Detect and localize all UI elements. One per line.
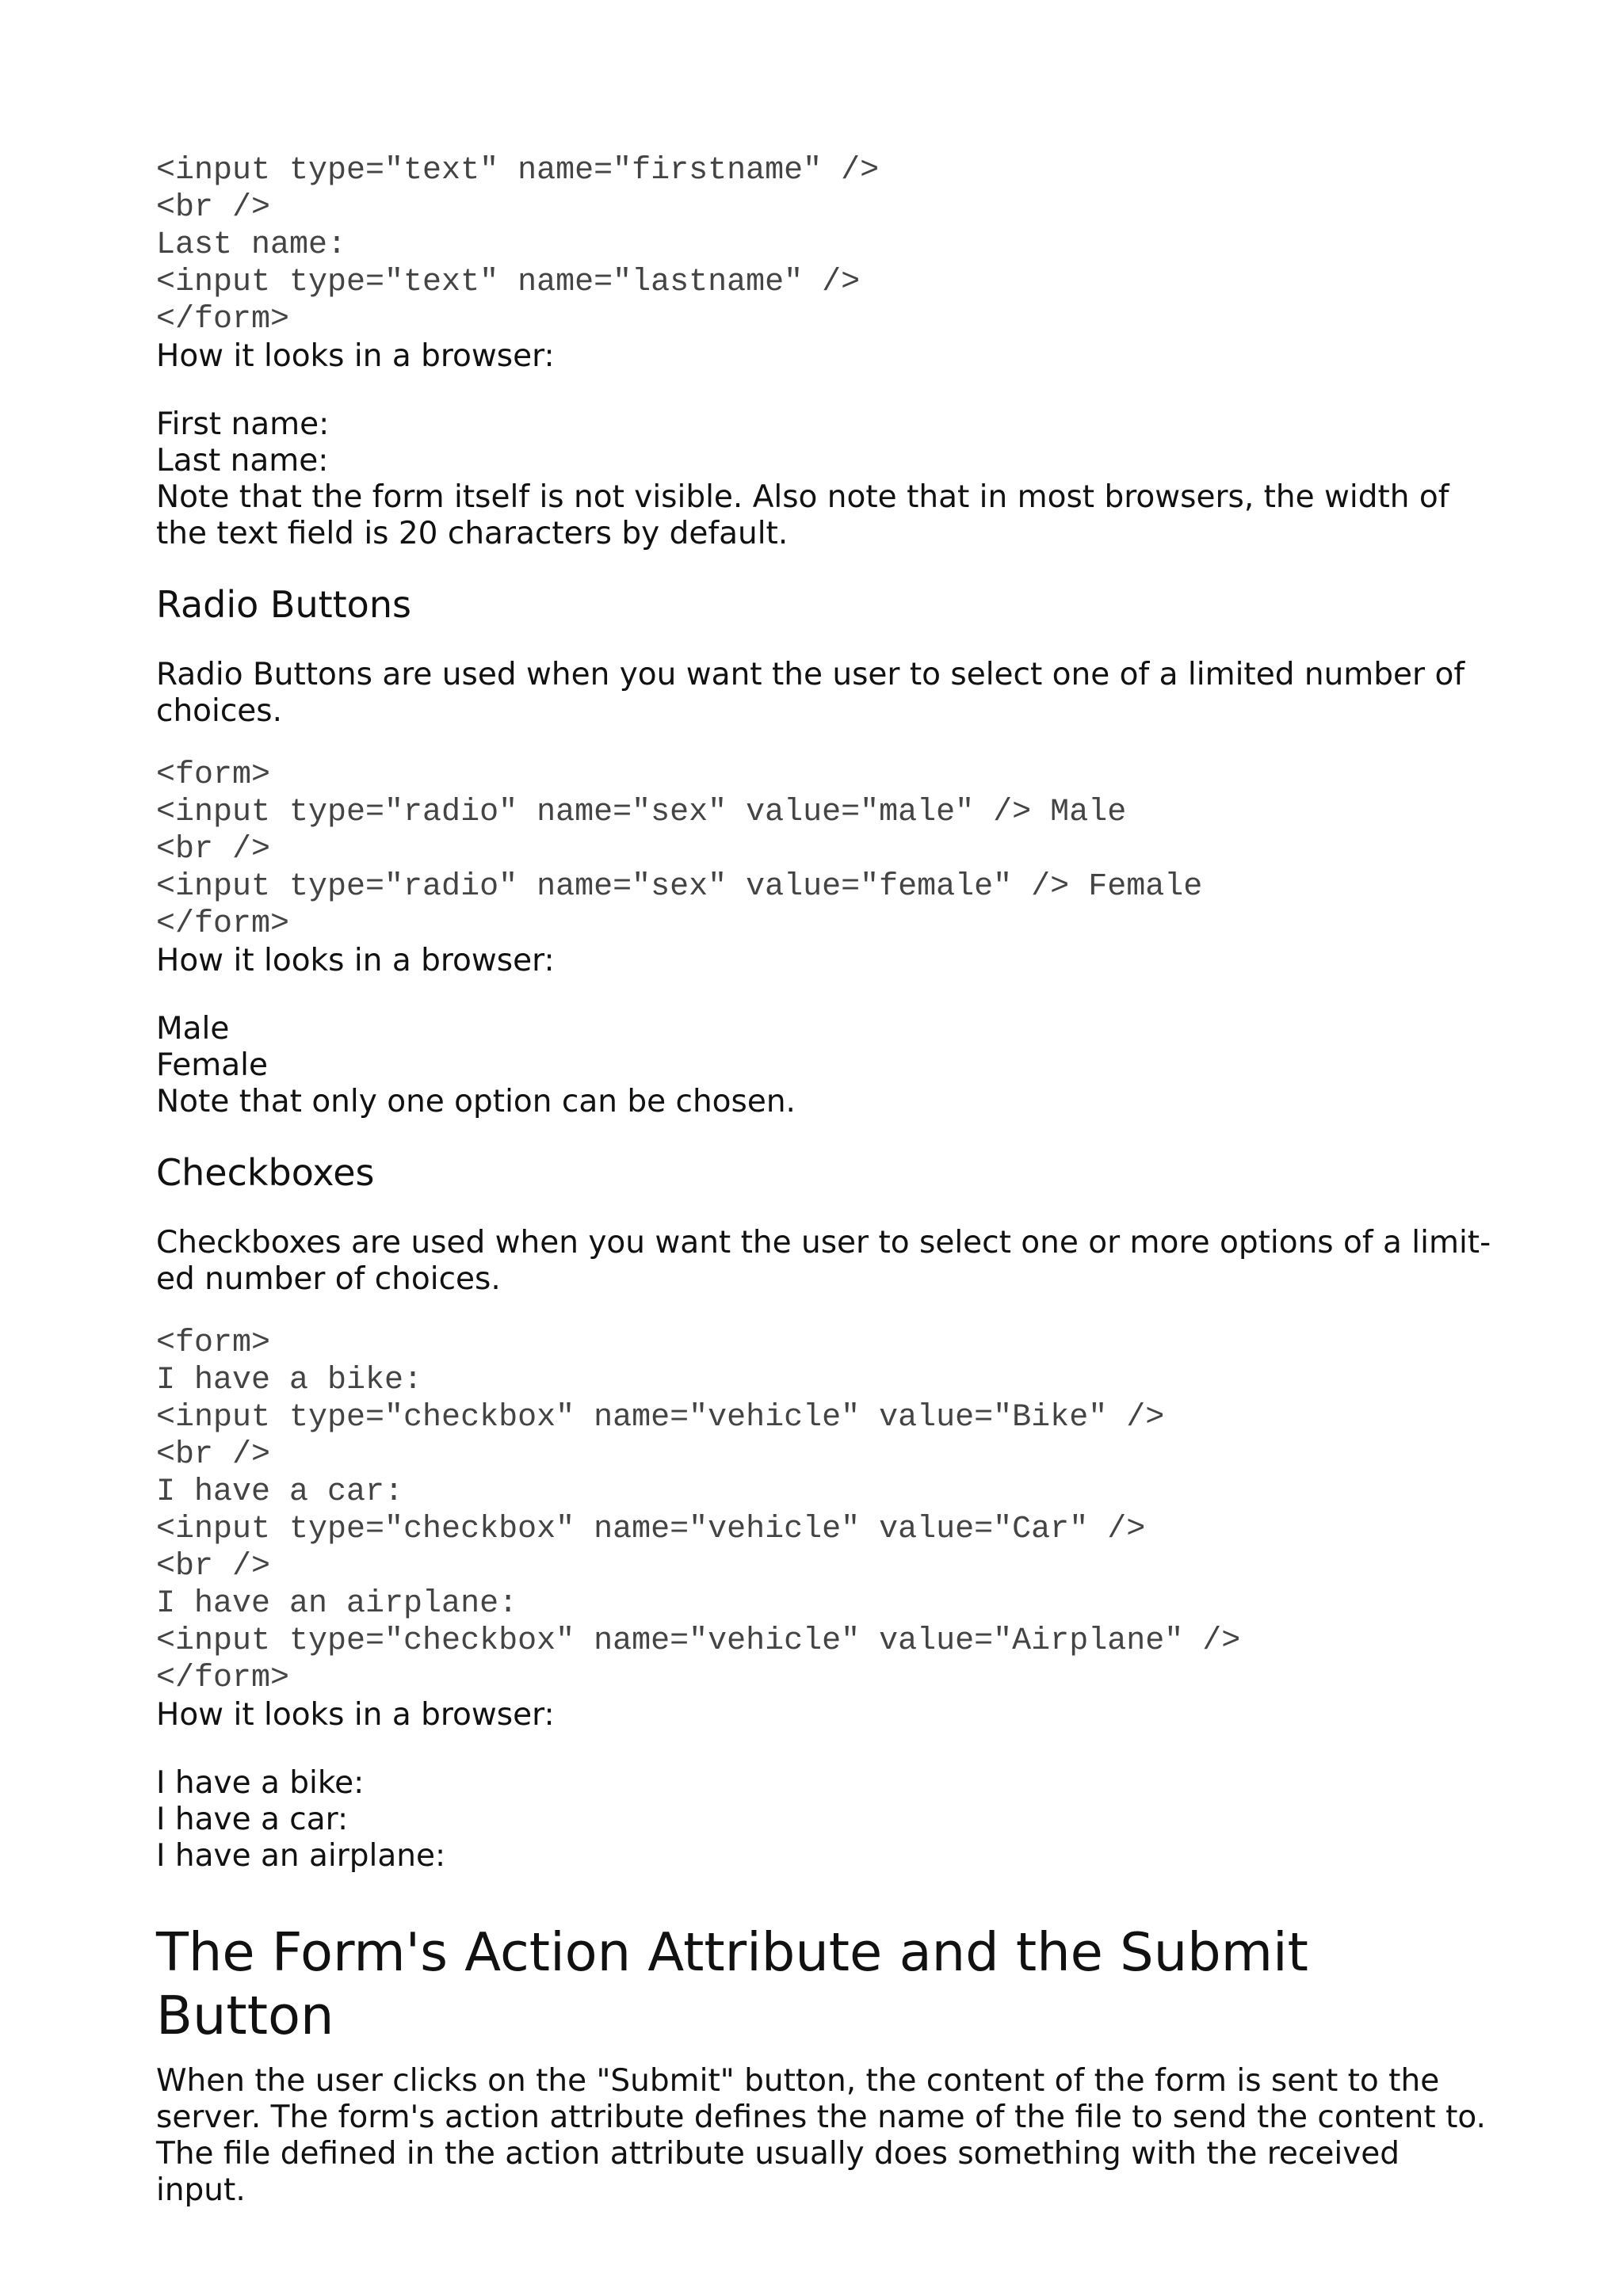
code-line: <input type="text" name="lastname" /> [156,265,861,300]
paragraph-line: When the user clicks on the "Submit" button, the content of the form is sent to the [156,2063,1440,2099]
render-output-line: First name: [156,406,330,442]
render-output-line: Female [156,1047,269,1083]
code-line: <input type="radio" name="sex" value="female" /> Female [156,869,1203,905]
how-it-looks-label: How it looks in a browser: [156,338,555,374]
code-block-checkbox [156,1325,1495,1697]
section-intro-line: Checkboxes are used when you want the user to select one or more options of a limit- [156,1225,1491,1261]
code-line: <input type="checkbox" name="vehicle" value="Car" /> [156,1512,1146,1547]
code-line: <input type="checkbox" name="vehicle" value="Bike" /> [156,1400,1165,1436]
render-output-line: Male [156,1011,230,1047]
code-line: <input type="checkbox" name="vehicle" value="Airplane" /> [156,1623,1241,1659]
how-it-looks-label: How it looks in a browser: [156,1697,555,1733]
code-line: <br /> [156,1437,271,1473]
code-block-radio [156,757,1495,943]
code-line: I have a car: [156,1474,404,1510]
code-line: <form> [156,757,271,793]
code-line: <br /> [156,1549,271,1585]
code-line: </form> [156,906,290,942]
note-paragraph: Note that the form itself is not visible. Also note that in most browsers, the width of the text field is 20 characters by default. [156,479,1449,551]
how-it-looks-label: How it looks in a browser: [156,943,555,978]
render-output-line: Last name: [156,443,329,479]
section-heading-checkboxes: Checkboxes [156,1151,375,1194]
section-intro-line: ed number of choices. [156,1261,501,1297]
render-output-line: I have a bike: [156,1765,365,1801]
code-line: <form> [156,1325,271,1361]
code-line: I have an airplane: [156,1586,518,1622]
paragraph-line: The file defined in the action attribute usually does something with the received input. [156,2136,1400,2208]
note-paragraph: Note that only one option can be chosen. [156,1084,796,1119]
code-line: <input type="radio" name="sex" value="male" /> Male [156,795,1127,830]
code-line: I have a bike: [156,1363,423,1398]
render-output-line: I have a car: [156,1802,349,1837]
code-line: </form> [156,302,290,338]
paragraph-line: server. The form's action attribute defines the name of the file to send the content to. [156,2100,1486,2135]
code-line: </form> [156,1661,290,1696]
render-output-line: I have an airplane: [156,1838,446,1874]
section-heading-action-attribute: The Form's Action Attribute and the Submit Button [156,1921,1308,2046]
code-block-text-inputs [156,152,1495,338]
section-heading-radio-buttons: Radio Buttons [156,583,411,626]
code-line: <br /> [156,190,271,226]
code-line: Last name: [156,227,347,263]
code-line: <input type="text" name="firstname" /> [156,153,880,189]
code-line: <br /> [156,832,271,868]
section-intro: Radio Buttons are used when you want the user to select one of a limited number of choices. [156,657,1465,729]
document-page [156,152,1495,2209]
